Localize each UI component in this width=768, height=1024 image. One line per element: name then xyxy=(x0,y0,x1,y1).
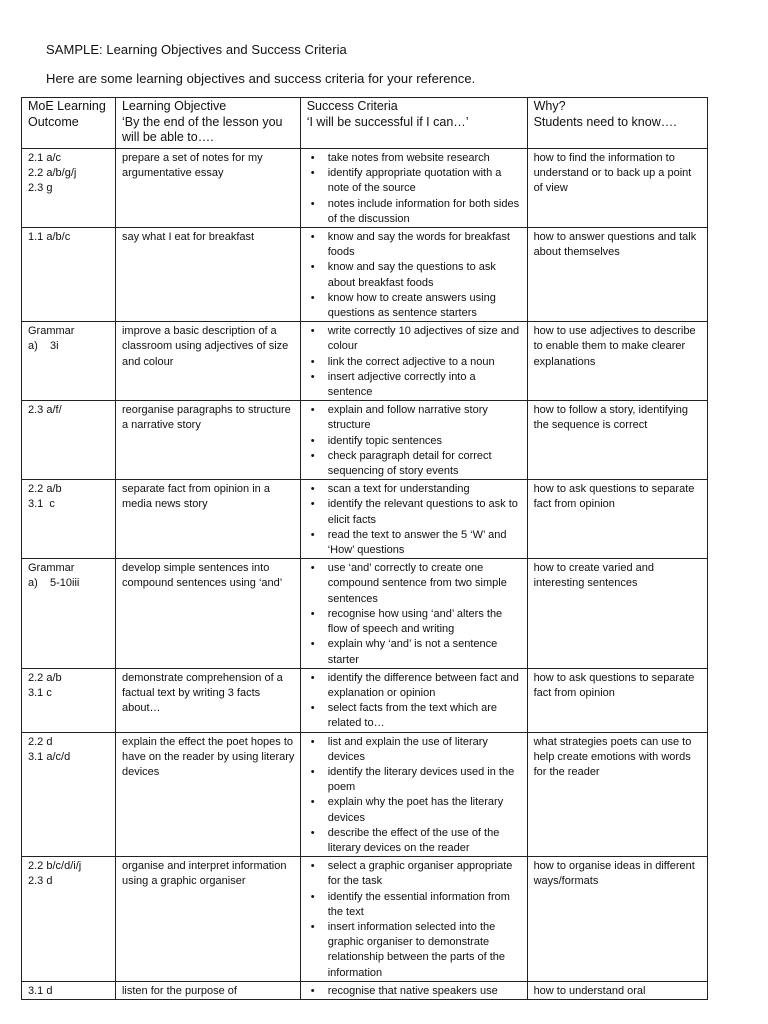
learning-objective-cell: separate fact from opinion in a media news story xyxy=(115,480,300,559)
criteria-list xyxy=(307,561,522,667)
document-title: SAMPLE: Learning Objectives and Success Criteria xyxy=(46,42,347,57)
table-row xyxy=(22,981,708,999)
outcome-code: 3.1 a/c/d xyxy=(28,750,71,763)
criteria-item: • identify appropriate quotation with a note of the source xyxy=(307,166,522,196)
success-criteria-cell xyxy=(300,401,527,480)
why-cell: how to follow a story, identifying the sequence is correct xyxy=(527,401,707,480)
criteria-item: • take notes from website research xyxy=(307,151,522,166)
outcome-code: 2.3 g xyxy=(28,182,53,195)
criteria-item: • know and say the questions to ask about breakfast foods xyxy=(307,260,522,290)
criteria-list xyxy=(307,403,522,479)
criteria-item: • identify the difference between fact and explanation or opinion xyxy=(307,671,522,701)
criteria-item: • know how to create answers using questions as sentence starters xyxy=(307,291,522,321)
moe-outcome-cell xyxy=(22,857,116,982)
moe-outcome-cell xyxy=(22,149,116,228)
criteria-item: • scan a text for understanding xyxy=(307,482,522,497)
criteria-item: • explain why ‘and’ is not a sentence starter xyxy=(307,637,522,667)
why-cell: how to understand oral xyxy=(527,981,707,999)
success-criteria-cell xyxy=(300,480,527,559)
why-cell: what strategies poets can use to help create emotions with words for the reader xyxy=(527,732,707,857)
learning-objective-cell: explain the effect the poet hopes to have on the reader by using literary devices xyxy=(115,732,300,857)
criteria-item: • list and explain the use of literary devices xyxy=(307,735,522,765)
success-criteria-cell xyxy=(300,149,527,228)
why-cell: how to ask questions to separate fact from opinion xyxy=(527,480,707,559)
criteria-item: • explain why the poet has the literary devices xyxy=(307,795,522,825)
moe-outcome-cell xyxy=(22,559,116,668)
moe-outcome-cell xyxy=(22,401,116,480)
criteria-item: • identify the relevant questions to ask to elicit facts xyxy=(307,497,522,527)
table-row xyxy=(22,322,708,401)
outcome-code: 2.1 a/c xyxy=(28,152,62,164)
outcome-code: 3.1 d xyxy=(28,984,53,997)
criteria-item: • insert information selected into the graphic organiser to demonstrate relationship between the parts of the information xyxy=(307,920,522,981)
learning-objective-cell: say what I eat for breakfast xyxy=(115,228,300,322)
criteria-item: • describe the effect of the use of the literary devices on the reader xyxy=(307,826,522,856)
why-cell: how to ask questions to separate fact from opinion xyxy=(527,668,707,732)
why-cell: how to create varied and interesting sentences xyxy=(527,559,707,668)
learning-objective-cell: develop simple sentences into compound sentences using ‘and’ xyxy=(115,559,300,668)
outcome-code: Grammar xyxy=(28,562,75,575)
success-criteria-cell xyxy=(300,732,527,857)
criteria-list xyxy=(307,984,522,999)
criteria-item: • use ‘and’ correctly to create one compound sentence from two simple sentences xyxy=(307,561,522,607)
success-criteria-cell xyxy=(300,857,527,982)
moe-outcome-cell xyxy=(22,981,116,999)
header-moe-outcome: MoE Learning Outcome xyxy=(22,98,116,149)
document-intro: Here are some learning objectives and success criteria for your reference. xyxy=(46,71,476,86)
outcome-code: 3.1 c xyxy=(28,498,55,511)
table-row xyxy=(22,857,708,982)
success-criteria-cell xyxy=(300,322,527,401)
moe-outcome-cell xyxy=(22,480,116,559)
success-criteria-cell xyxy=(300,668,527,732)
criteria-list xyxy=(307,151,522,227)
table-row xyxy=(22,149,708,228)
header-why: Why? Students need to know…. xyxy=(527,98,707,149)
outcome-code: 1.1 a/b/c xyxy=(28,231,71,244)
criteria-item: • identify topic sentences xyxy=(307,434,522,449)
criteria-item: • identify the essential information from the text xyxy=(307,890,522,920)
why-cell: how to answer questions and talk about themselves xyxy=(527,228,707,322)
success-criteria-cell xyxy=(300,981,527,999)
success-criteria-cell xyxy=(300,228,527,322)
learning-objective-cell: reorganise paragraphs to structure a narrative story xyxy=(115,401,300,480)
outcome-code: 2.2 a/b/g/j xyxy=(28,167,77,180)
criteria-list xyxy=(307,671,522,732)
criteria-list xyxy=(307,859,522,981)
table-row xyxy=(22,559,708,668)
criteria-item: • check paragraph detail for correct sequencing of story events xyxy=(307,449,522,479)
learning-objective-cell: prepare a set of notes for my argumentative essay xyxy=(115,149,300,228)
learning-objective-cell: organise and interpret information using a graphic organiser xyxy=(115,857,300,982)
outcome-code: 2.2 b/c/d/i/j xyxy=(28,860,82,873)
outcome-code: 2.2 a/b xyxy=(28,483,62,496)
criteria-item: • notes include information for both sides of the discussion xyxy=(307,197,522,227)
learning-objective-cell: improve a basic description of a classroom using adjectives of size and colour xyxy=(115,322,300,401)
table-row xyxy=(22,480,708,559)
criteria-list xyxy=(307,230,522,321)
outcome-code: a) 5-10iii xyxy=(28,577,80,590)
header-success-criteria: Success Criteria ‘I will be successful if I can…’ xyxy=(300,98,527,149)
criteria-item: • link the correct adjective to a noun xyxy=(307,355,522,370)
table-row xyxy=(22,732,708,857)
criteria-item: • write correctly 10 adjectives of size and colour xyxy=(307,324,522,354)
criteria-item: • identify the literary devices used in the poem xyxy=(307,765,522,795)
table-row xyxy=(22,668,708,732)
criteria-item: • recognise how using ‘and’ alters the flow of speech and writing xyxy=(307,607,522,637)
criteria-item: • know and say the words for breakfast foods xyxy=(307,230,522,260)
criteria-table xyxy=(21,97,708,1000)
why-cell: how to use adjectives to describe to enable them to make clearer explanations xyxy=(527,322,707,401)
learning-objective-cell: listen for the purpose of xyxy=(115,981,300,999)
moe-outcome-cell xyxy=(22,228,116,322)
table-row xyxy=(22,401,708,480)
outcome-code: a) 3i xyxy=(28,340,59,353)
outcome-code: 2.2 d xyxy=(28,735,53,748)
why-cell: how to organise ideas in different ways/formats xyxy=(527,857,707,982)
success-criteria-cell xyxy=(300,559,527,668)
moe-outcome-cell xyxy=(22,322,116,401)
table-body xyxy=(22,149,708,1000)
criteria-list xyxy=(307,324,522,400)
criteria-item: • select a graphic organiser appropriate for the task xyxy=(307,859,522,889)
criteria-item: • read the text to answer the 5 ‘W’ and ‘How’ questions xyxy=(307,528,522,558)
outcome-code: 2.2 a/b xyxy=(28,671,62,684)
criteria-item: • select facts from the text which are related to… xyxy=(307,701,522,731)
outcome-code: 2.3 d xyxy=(28,875,53,888)
criteria-list xyxy=(307,482,522,558)
criteria-item: • explain and follow narrative story structure xyxy=(307,403,522,433)
learning-objective-cell: demonstrate comprehension of a factual text by writing 3 facts about… xyxy=(115,668,300,732)
outcome-code: Grammar xyxy=(28,325,75,338)
criteria-list xyxy=(307,735,522,857)
moe-outcome-cell xyxy=(22,668,116,732)
criteria-item: • insert adjective correctly into a sentence xyxy=(307,370,522,400)
outcome-code: 2.3 a/f/ xyxy=(28,404,62,417)
table-row xyxy=(22,228,708,322)
outcome-code: 3.1 c xyxy=(28,686,52,699)
criteria-item: • recognise that native speakers use xyxy=(307,984,522,999)
header-learning-objective: Learning Objective ‘By the end of the lesson you will be able to…. xyxy=(115,98,300,149)
why-cell: how to find the information to understand or to back up a point of view xyxy=(527,149,707,228)
table-header-row xyxy=(22,98,708,149)
moe-outcome-cell xyxy=(22,732,116,857)
